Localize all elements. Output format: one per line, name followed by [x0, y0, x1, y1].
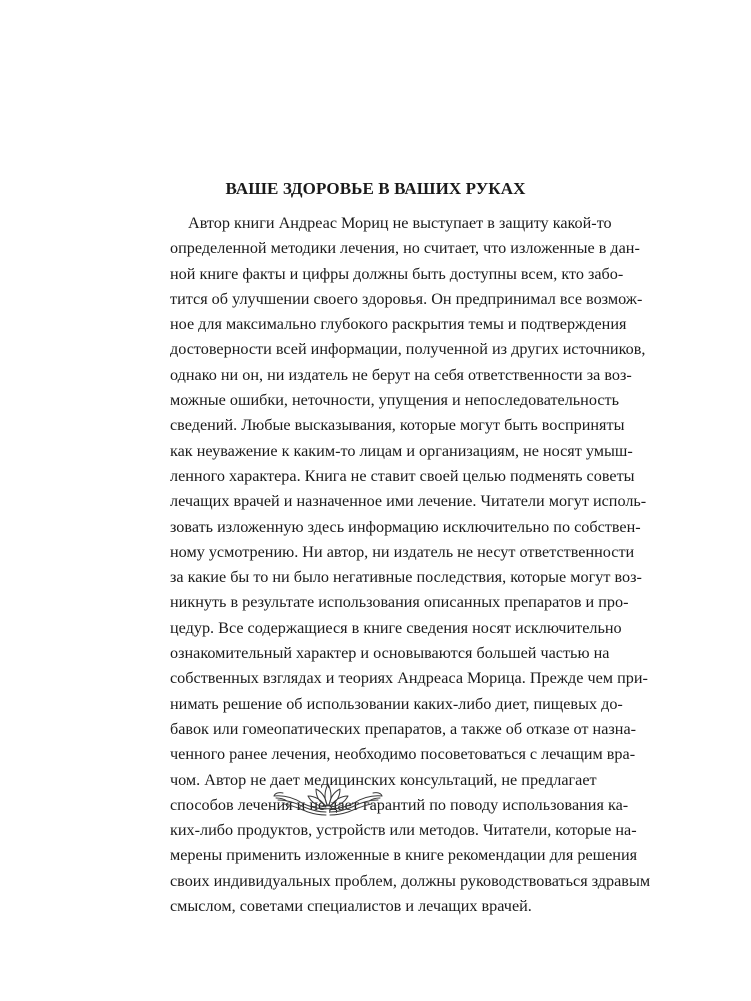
text-line: как неуважение к каким-то лицам и организациям, не носят умыш- — [170, 441, 633, 460]
lotus-in-hands-icon — [270, 778, 386, 818]
text-line: достоверности всей информации, полученной из других источников, — [170, 340, 646, 359]
text-line: чом. Автор не дает медицинских консультаций, не предлагает — [170, 770, 597, 789]
text-line: Автор книги Андреас Мориц не выступает в защиту какой-то — [188, 214, 612, 232]
text-line: ознакомительный характер и основываются большей частью на — [170, 644, 610, 663]
text-line: нимать решение об использовании каких-либо диет, пищевых до- — [170, 694, 623, 713]
text-line: собственных взглядах и теориях Андреаса Морица. Прежде чем при- — [170, 669, 648, 688]
text-line: ченного ранее лечения, необходимо посоветоваться с лечащим вра- — [170, 745, 636, 764]
text-line: ной книге факты и цифры должны быть доступны всем, кто забо- — [170, 264, 624, 283]
text-line: смыслом, советами специалистов и лечащих врачей. — [170, 897, 532, 916]
page-title: ВАШЕ ЗДОРОВЬЕ В ВАШИХ РУКАХ — [225, 179, 526, 198]
text-line: за какие бы то ни было негативные последствия, которые могут воз- — [170, 568, 642, 587]
text-line: ное для максимально глубокого раскрытия темы и подтверждения — [170, 315, 627, 334]
text-line: никнуть в результате использования описанных препаратов и про- — [170, 593, 629, 612]
text-line: ких-либо продуктов, устройств или методов. Читатели, которые на- — [170, 821, 637, 840]
text-line: ленного характера. Книга не ставит своей целью подменять советы — [170, 466, 635, 485]
text-line: ному усмотрению. Ни автор, ни издатель не несут ответственности — [170, 542, 635, 561]
text-line: мерены применить изложенные в книге рекомендации для решения — [170, 846, 638, 865]
text-line: зовать изложенную здесь информацию исключительно по собствен- — [170, 517, 641, 536]
text-line: сведений. Любые высказывания, которые могут быть восприняты — [170, 416, 625, 435]
text-line: лечащих врачей и назначенное ими лечение. Читатели могут исполь- — [170, 492, 647, 511]
text-line: способов лечения и не дает гарантий по поводу использования ка- — [170, 795, 629, 814]
text-line: своих индивидуальных проблем, должны руководствоваться здравым — [170, 871, 651, 890]
text-line: определенной методики лечения, но считает, что изложенные в дан- — [170, 239, 640, 258]
text-line: тится об улучшении своего здоровья. Он предпринимал все возмож- — [170, 289, 643, 308]
text-line: цедур. Все содержащиеся в книге сведения носят исключительно — [170, 618, 622, 637]
text-line: можные ошибки, неточности, упущения и непоследовательность — [170, 391, 619, 410]
text-line: однако ни он, ни издатель не берут на себя ответственности за воз- — [170, 365, 632, 384]
text-line: бавок или гомеопатических препаратов, а также об отказе от назна- — [170, 719, 637, 738]
